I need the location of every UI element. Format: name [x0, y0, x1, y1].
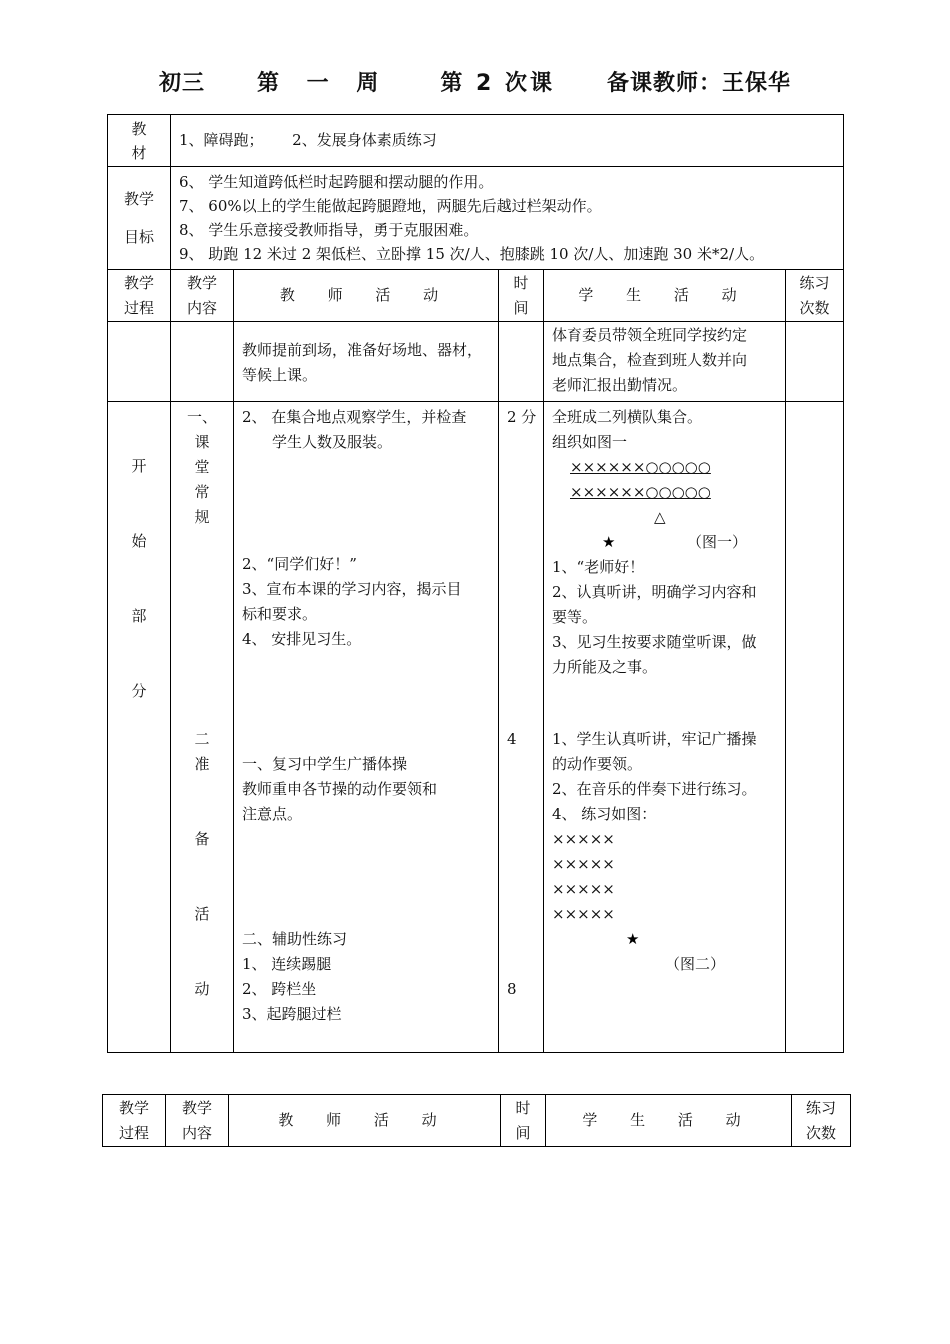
text-line: 3、起跨腿过栏	[242, 1005, 342, 1023]
content-char: 准	[194, 755, 210, 773]
text-line: 二、辅助性练习	[242, 930, 348, 948]
continuation-header-table	[102, 1094, 851, 1147]
title-grade: 初三	[159, 71, 206, 96]
time-value: 2 分	[507, 408, 537, 426]
goal-item: 9、 助跑 12 米过 2 架低栏、立卧撑 15 次/人、抱膝跳 10 次/人、加速跑 30 米*2/人。	[179, 245, 765, 263]
content-char: 课	[194, 433, 210, 451]
formation-teacher-mark: △	[654, 508, 666, 526]
time-value: 4	[507, 730, 517, 748]
formation-row: ×××××	[552, 855, 615, 873]
process-char: 开	[131, 457, 147, 475]
header-content-2: 内容	[181, 1123, 212, 1142]
header-process-2: 过程	[123, 298, 154, 317]
material-content: 1、障碍跑； 2、发展身体素质练习	[171, 115, 844, 167]
lesson-plan-table	[107, 114, 844, 1053]
text-line: 地点集合，检查到班人数并向	[552, 351, 748, 369]
section-teacher	[234, 402, 499, 1053]
pre-class-row	[108, 322, 844, 402]
text-line: 组织如图一	[552, 433, 628, 451]
star-icon: ★	[626, 930, 640, 948]
goal-item: 6、 学生知道跨低栏时起跨腿和摆动腿的作用。	[179, 173, 494, 191]
goals-label	[108, 167, 171, 270]
text-line: 等候上课。	[242, 366, 318, 384]
text-line: 1、 连续踢腿	[242, 955, 332, 973]
content-char: 规	[194, 508, 210, 526]
goals-list	[171, 167, 844, 270]
header-row	[108, 270, 844, 322]
header-reps-2: 次数	[799, 298, 830, 317]
header-teacher: 教 师 活 动	[229, 1095, 501, 1147]
pre-class-student	[544, 322, 786, 402]
header-process-2: 过程	[118, 1123, 149, 1142]
text-line: 一、复习中学生广播体操	[242, 755, 408, 773]
header-row	[103, 1095, 851, 1147]
text-line: 1、学生认真听讲，牢记广播操	[552, 730, 757, 748]
figure-caption: （图二）	[665, 955, 726, 973]
formation-row	[552, 480, 781, 505]
content-char: 堂	[194, 458, 210, 476]
formation-row: ×××××	[552, 830, 615, 848]
text-line: 2、在音乐的伴奏下进行练习。	[552, 780, 757, 798]
section-student	[544, 402, 786, 1053]
header-content: 教学	[181, 1098, 212, 1117]
process-char: 分	[131, 682, 147, 700]
text-line: 2、 在集合地点观察学生，并检查	[242, 408, 467, 426]
formation-row: ×××××	[552, 880, 615, 898]
header-time-2: 间	[513, 298, 529, 317]
header-content-2: 内容	[186, 298, 217, 317]
title-teacher: 备课教师：王保华	[606, 71, 791, 96]
goal-item: 8、 学生乐意接受教师指导，勇于克服困难。	[179, 221, 479, 239]
goals-label-1: 教学	[123, 190, 154, 208]
header-time: 时	[513, 273, 529, 292]
formation-row: ×××××	[552, 905, 615, 923]
content-char: 常	[194, 483, 210, 501]
text-line: 2、认真听讲，明确学习内容和	[552, 583, 757, 601]
formation-row-text: ××××××○○○○○	[570, 483, 711, 501]
text-line: 力所能及之事。	[552, 658, 658, 676]
opening-section-row	[108, 402, 844, 1053]
header-teacher: 教 师 活 动	[234, 270, 499, 322]
text-line: 3、宣布本课的学习内容，揭示目	[242, 580, 462, 598]
figure-caption: （图一）	[687, 533, 748, 551]
header-reps: 练习	[799, 273, 830, 292]
content-char: 备	[194, 830, 210, 848]
text-line: 教师提前到场，准备好场地、器材，	[242, 341, 483, 359]
content-char: 二	[194, 730, 210, 748]
material-label-1: 教	[131, 119, 147, 138]
material-label-2: 材	[131, 143, 147, 162]
text-line: 要等。	[552, 608, 598, 626]
process-char: 部	[131, 607, 147, 625]
text-line: 教师重申各节操的动作要领和	[242, 780, 438, 798]
text-line: 4、 练习如图：	[552, 805, 657, 823]
content-char: 活	[194, 905, 210, 923]
title-lesson: 第 2 次课	[440, 71, 555, 96]
time-value: 8	[507, 980, 517, 998]
page-title	[0, 66, 950, 97]
content-char: 一、	[186, 408, 217, 426]
section-time	[499, 402, 544, 1053]
title-week: 第 一 周	[257, 71, 389, 96]
header-student: 学 生 活 动	[546, 1095, 792, 1147]
section-reps	[786, 402, 844, 1053]
header-time-2: 间	[515, 1123, 531, 1142]
text-line: 2、 跨栏坐	[242, 980, 317, 998]
text-line: 注意点。	[242, 805, 303, 823]
section-content	[171, 402, 234, 1053]
star-icon: ★	[602, 533, 616, 551]
section-process	[108, 402, 171, 1053]
pre-class-teacher	[234, 322, 499, 402]
text-line: 老师汇报出勤情况。	[552, 376, 688, 394]
header-process: 教学	[123, 273, 154, 292]
text-line: 全班成二列横队集合。	[552, 408, 703, 426]
text-line: 学生人数及服装。	[272, 433, 393, 451]
text-line: 1、“老师好！	[552, 558, 645, 576]
text-line: 标和要求。	[242, 605, 318, 623]
goal-item: 7、 60%以上的学生能做起跨腿蹬地，两腿先后越过栏架动作。	[179, 197, 602, 215]
header-student: 学 生 活 动	[544, 270, 786, 322]
text-line: 体育委员带领全班同学按约定	[552, 326, 748, 344]
text-line: 2、“同学们好！”	[242, 555, 357, 573]
header-reps-2: 次数	[805, 1123, 836, 1142]
process-char: 始	[131, 532, 147, 550]
header-reps: 练习	[805, 1098, 836, 1117]
material-label	[108, 115, 171, 167]
header-process: 教学	[118, 1098, 149, 1117]
formation-row-text: ××××××○○○○○	[570, 458, 711, 476]
text-line: 的动作要领。	[552, 755, 643, 773]
goals-label-2: 目标	[123, 228, 154, 246]
header-time: 时	[515, 1098, 531, 1117]
content-char: 动	[194, 980, 210, 998]
header-content: 教学	[186, 273, 217, 292]
text-line: 3、见习生按要求随堂听课，做	[552, 633, 757, 651]
text-line: 4、 安排见习生。	[242, 630, 362, 648]
formation-row	[552, 455, 781, 480]
